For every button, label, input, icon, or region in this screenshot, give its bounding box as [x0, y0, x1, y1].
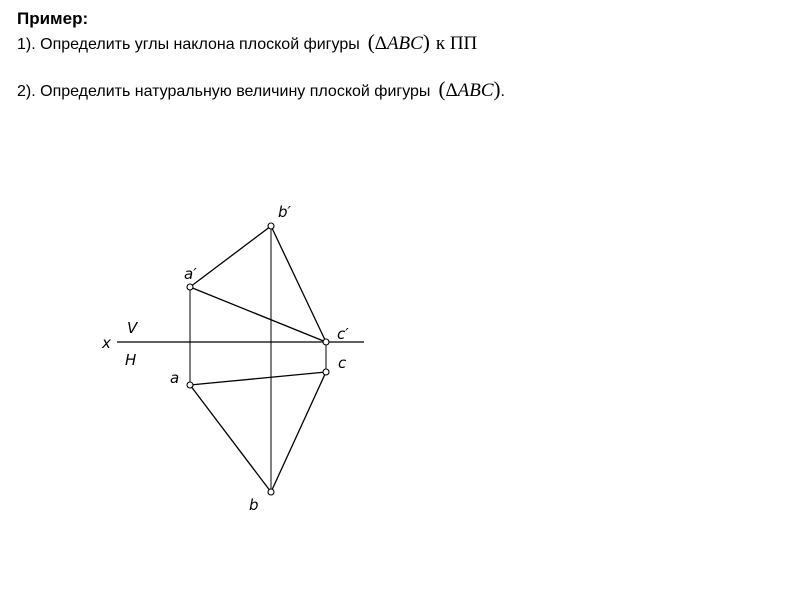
- formula-abc: ABC: [457, 80, 494, 101]
- formula-delta: Δ: [445, 80, 458, 101]
- edge-c-b: [271, 372, 326, 492]
- label-a-top: a: [170, 369, 180, 387]
- label-c-top: c: [338, 354, 347, 372]
- axis-label-x: x: [102, 334, 111, 352]
- edge-b-front-c-front: [271, 226, 326, 342]
- point-c-top: [323, 369, 329, 375]
- example-heading: Пример:: [17, 9, 89, 28]
- edge-a-c: [190, 372, 326, 385]
- point-c-front: [323, 339, 329, 345]
- point-b-top: [268, 489, 274, 495]
- formula-abc: ABC: [386, 33, 423, 54]
- label-c-front: c′: [337, 325, 349, 343]
- task-2-formula-end: .: [500, 83, 505, 100]
- plane-label-h: H: [125, 351, 137, 369]
- formula-open-paren: (: [438, 77, 446, 101]
- label-a-front: a′: [184, 265, 197, 283]
- formula-close-paren: ): [493, 77, 501, 101]
- point-b-front: [268, 223, 274, 229]
- task-1-formula-tail: к ПП: [435, 33, 478, 54]
- task-1-text: 1). Определить углы наклона плоской фигуры: [17, 36, 360, 53]
- formula-close-paren: ): [422, 30, 430, 54]
- edge-a-front-b-front: [190, 226, 271, 287]
- point-a-top: [187, 382, 193, 388]
- edge-a-front-c-front: [190, 287, 326, 342]
- formula-open-paren: (: [367, 30, 375, 54]
- label-b-top: b: [249, 496, 259, 514]
- point-a-front: [187, 284, 193, 290]
- formula-delta: Δ: [374, 33, 387, 54]
- label-b-front: b′: [278, 203, 291, 221]
- plane-label-v: V: [127, 319, 138, 337]
- edge-a-b: [190, 385, 271, 492]
- task-2-text: 2). Определить натуральную величину плоской фигуры: [17, 83, 431, 100]
